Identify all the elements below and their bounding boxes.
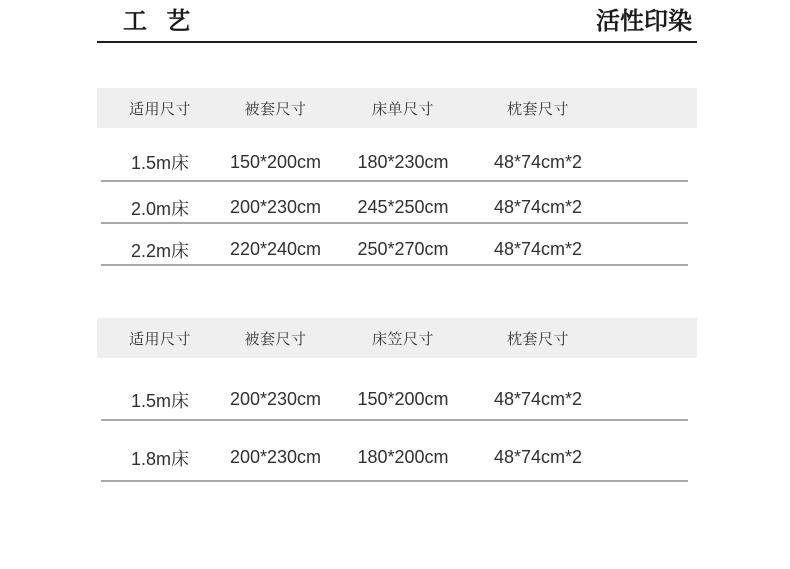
craft-label: 工艺 xyxy=(123,8,210,35)
column-header-pillowcase-size: 枕套尺寸 xyxy=(506,330,569,348)
cell-applicable-size: 2.0m床 xyxy=(130,198,190,219)
column-header-fitted-sheet-size: 床笠尺寸 xyxy=(371,330,434,348)
size-table-sheet-set xyxy=(97,88,697,266)
cell-fitted-sheet-size: 180*200cm xyxy=(357,447,449,467)
cell-fitted-sheet-size: 150*200cm xyxy=(357,389,449,409)
column-header-duvet-cover-size: 被套尺寸 xyxy=(244,330,307,348)
product-spec-sheet xyxy=(97,0,697,482)
cell-flat-sheet-size: 180*230cm xyxy=(357,151,449,172)
table-header-row xyxy=(97,318,697,358)
cell-duvet-cover-size: 220*240cm xyxy=(229,239,322,259)
cell-pillowcase-size: 48*74cm*2 xyxy=(493,447,583,467)
cell-duvet-cover-size: 200*230cm xyxy=(229,447,322,467)
cell-pillowcase-size: 48*74cm*2 xyxy=(493,151,583,172)
cell-pillowcase-size: 48*74cm*2 xyxy=(493,239,583,259)
table-row xyxy=(97,224,697,266)
cell-duvet-cover-size: 150*200cm xyxy=(229,151,322,172)
column-header-pillowcase-size: 枕套尺寸 xyxy=(506,100,569,118)
cell-applicable-size: 2.2m床 xyxy=(130,240,190,261)
column-header-flat-sheet-size: 床单尺寸 xyxy=(371,100,434,118)
cell-duvet-cover-size: 200*230cm xyxy=(229,197,322,217)
column-header-applicable-size: 适用尺寸 xyxy=(128,330,191,348)
size-table-fitted-set xyxy=(97,318,697,482)
cell-pillowcase-size: 48*74cm*2 xyxy=(493,197,583,217)
table-row xyxy=(97,358,697,421)
column-header-applicable-size: 适用尺寸 xyxy=(128,100,191,118)
cell-flat-sheet-size: 245*250cm xyxy=(357,197,449,217)
cell-duvet-cover-size: 200*230cm xyxy=(229,389,322,409)
table-row xyxy=(97,182,697,224)
cell-applicable-size: 1.5m床 xyxy=(130,390,190,411)
craft-value: 活性印染 xyxy=(596,8,692,35)
cell-applicable-size: 1.8m床 xyxy=(130,448,190,469)
table-header-row xyxy=(97,88,697,128)
table-row xyxy=(97,421,697,482)
cell-pillowcase-size: 48*74cm*2 xyxy=(493,389,583,409)
cell-flat-sheet-size: 250*270cm xyxy=(357,239,449,259)
table-row xyxy=(97,128,697,182)
cell-applicable-size: 1.5m床 xyxy=(130,153,190,173)
craft-section-header xyxy=(97,0,697,43)
column-header-duvet-cover-size: 被套尺寸 xyxy=(244,100,307,118)
